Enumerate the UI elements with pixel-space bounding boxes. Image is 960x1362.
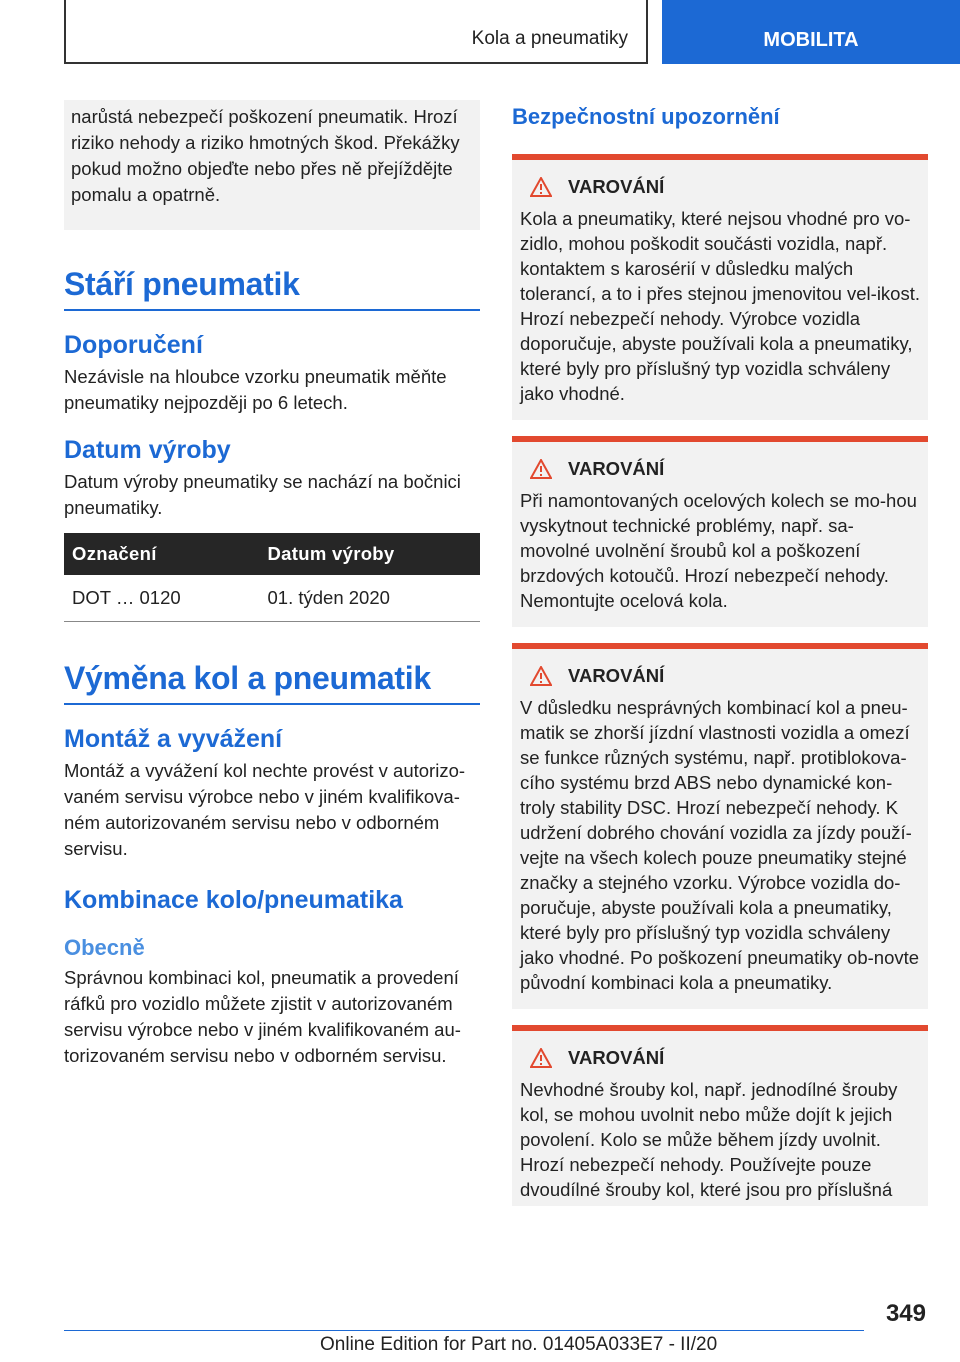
- right-column: [512, 100, 928, 1222]
- warning-box: [512, 1025, 928, 1206]
- warning-text: Kola a pneumatiky, které nejsou vhodné pro vo-zidlo, mohou poškodit součásti vozidla, např. kontaktem s karosérií v důsledku malých tolerancí, a to i přes stejnou jmenovitou vel-ikost. Hrozí nebezpečí nehody. Výrobce vozidla doporučuje, abyste používali kola a pneumatiky, které byly pro příslušný typ vozidla schváleny jako vhodné.: [520, 208, 920, 404]
- warning-text: Nevhodné šrouby kol, např. jednodílné šrouby kol, se mohou uvolnit nebo může dojít k jejich povolení. Kolo se může během jízdy uvolnit. Hrozí nebezpečí nehody. Používejte pouze dvoudílné šrouby kol, které jsou pro příslušná: [520, 1079, 898, 1200]
- warning-triangle-icon: [530, 666, 552, 686]
- table-header-cell: Datum výroby: [260, 533, 480, 575]
- intro-text: narůstá nebezpečí poškození pneumatik. Hrozí riziko nehody a riziko hmotných škod. Překážky pokud možno objeďte nebo přes ně přejíždějte pomalu a opatrně.: [71, 106, 460, 205]
- wheel-change-title: Výměna kol a pneumatik: [64, 660, 480, 705]
- warning-box: [512, 643, 928, 1009]
- general-text: Správnou kombinaci kol, pneumatik a provedení ráfků pro vozidlo můžete zjistit v autorizovaném servisu výrobce nebo v jiném kvalifikovaném au-torizovaném servisu nebo v odborném servisu.: [64, 967, 461, 1066]
- table-header-row: [64, 533, 480, 575]
- footer-divider: [64, 1330, 864, 1331]
- recommendation-heading: Doporučení: [64, 331, 203, 359]
- header-section-box: [64, 0, 648, 64]
- warning-triangle-icon: [530, 1048, 552, 1068]
- intro-note-box: [64, 100, 480, 230]
- left-column: [64, 100, 480, 1069]
- warning-box: [512, 154, 928, 420]
- combination-heading: Kombinace kolo/pneumatika: [64, 886, 403, 914]
- page-number: 349: [885, 1300, 926, 1327]
- tire-age-title: Stáří pneumatik: [64, 266, 480, 311]
- mounting-text: Montáž a vyvážení kol nechte provést v autorizo-vaném servisu výrobce nebo v jiném kvalifikova-ném autorizovaném servisu nebo v odborném servisu.: [64, 760, 466, 859]
- safety-notes-title: Bezpečnostní upozornění: [512, 104, 780, 129]
- mounting-heading: Montáž a vyvážení: [64, 725, 283, 753]
- dot-date-table: [64, 533, 480, 622]
- footer-edition: Online Edition for Part no. 01405A033E7 - II/20: [320, 1334, 718, 1355]
- warning-header: [520, 1047, 920, 1069]
- warning-header: [520, 176, 920, 198]
- warning-header: [520, 665, 920, 687]
- table-row: [64, 575, 480, 622]
- table-header-cell: Označení: [64, 533, 260, 575]
- warning-text: V důsledku nesprávných kombinací kol a pneu-matik se zhorší jízdní vlastnosti vozidla a omezí se funkce různých systému, např. protiblokova-cího systému brzd ABS nebo dynamické kon-troly stability DSC. Hrozí nebezpečí nehody. K udržení dobrého chování vozidla za jízdy použí-vejte na všech kolech pouze pneumatiky stejné značky a stejného vzorku. Výrobce vozidla do-poručuje, abyste používali kola a pneumatiky, které byly pro příslušný typ vozidla schváleny jako vhodné. Po poškození pneumatiky ob-novte původní kombinaci kola a pneumatiky.: [520, 697, 920, 993]
- header-chapter-tab[interactable]: MOBILITA: [662, 0, 960, 64]
- warning-triangle-icon: [530, 459, 552, 479]
- header-section-title: Kola a pneumatiky: [471, 28, 628, 49]
- warning-triangle-icon: [530, 177, 552, 197]
- table-cell: 01. týden 2020: [260, 575, 480, 622]
- warning-box: [512, 436, 928, 627]
- warning-label: VAROVÁNÍ: [568, 665, 665, 686]
- recommendation-text: Nezávisle na hloubce vzorku pneumatik měňte pneumatiky nejpozději po 6 letech.: [64, 366, 447, 413]
- production-date-heading: Datum výroby: [64, 436, 231, 464]
- warning-header: [520, 458, 920, 480]
- table-cell: DOT … 0120: [64, 575, 260, 622]
- warning-label: VAROVÁNÍ: [568, 1047, 665, 1068]
- production-date-text: Datum výroby pneumatiky se nachází na bočnici pneumatiky.: [64, 471, 461, 518]
- warning-label: VAROVÁNÍ: [568, 458, 665, 479]
- general-heading: Obecně: [64, 935, 145, 960]
- warning-text: Při namontovaných ocelových kolech se mo-hou vyskytnout technické problémy, např. sa-movolné uvolnění šroubů kol a poškození brzdových kotoučů. Hrozí nebezpečí nehody. Nemontujte ocelová kola.: [520, 490, 917, 611]
- warning-label: VAROVÁNÍ: [568, 176, 665, 197]
